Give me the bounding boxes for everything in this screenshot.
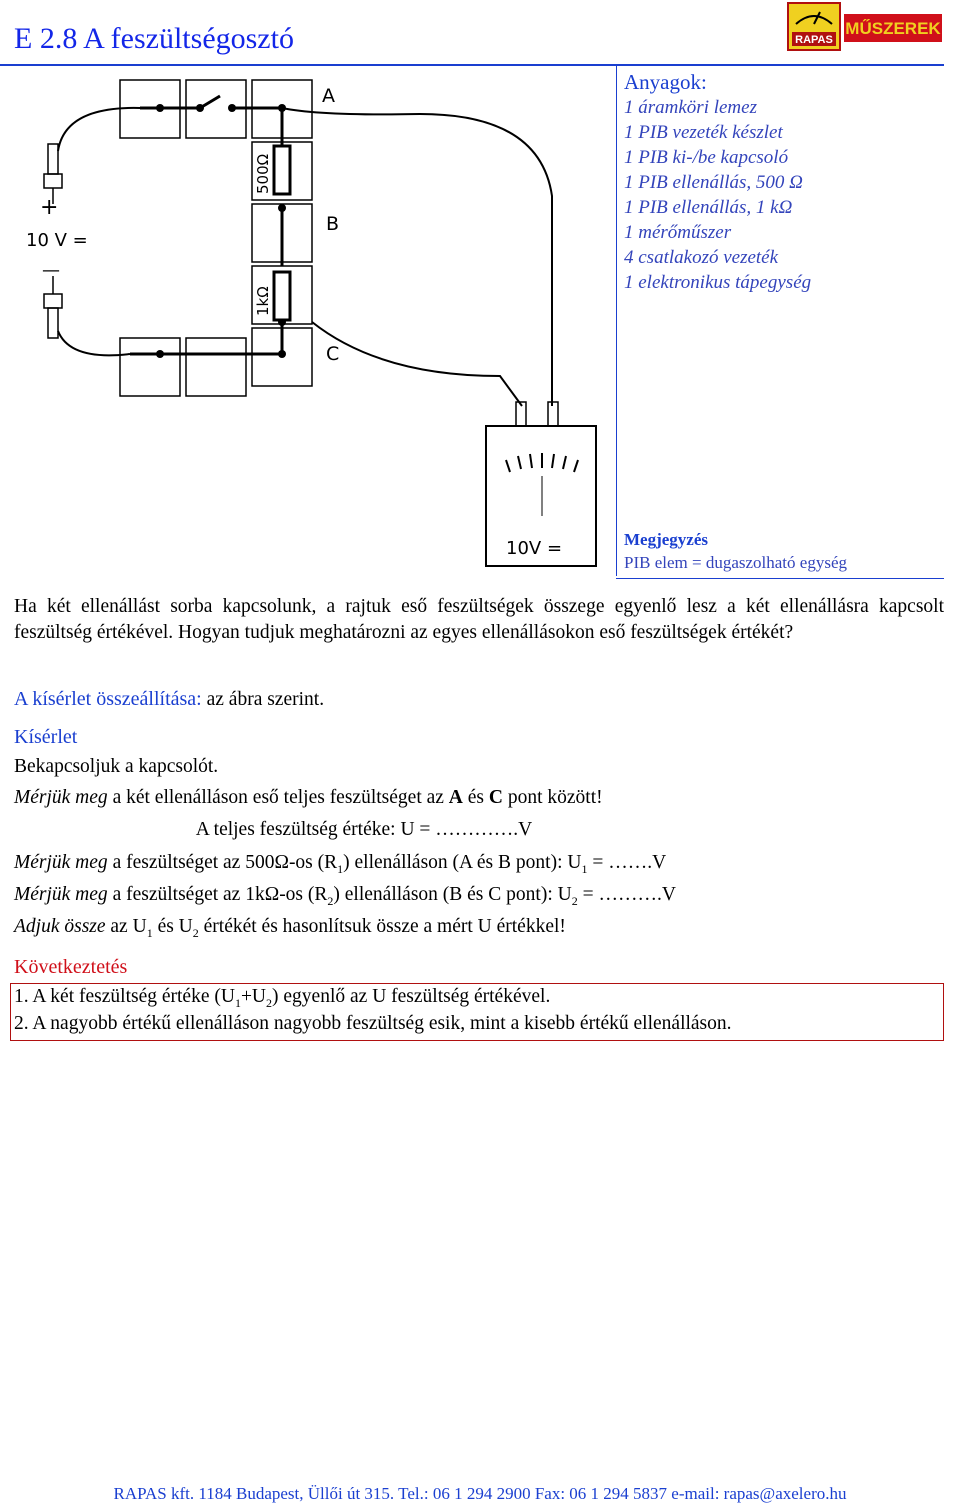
setup-label: A kísérlet összeállítása: (14, 688, 202, 710)
note-box (624, 528, 847, 574)
materials-divider (616, 66, 617, 576)
material-item: 1 PIB ellenállás, 500 Ω (624, 172, 803, 193)
conclusion-2: 2. A nagyobb értékű ellenálláson nagyobb feszültség esik, mint a kisebb értékű ellenálláson. (14, 1013, 732, 1034)
note-heading: Megjegyzés (624, 530, 709, 549)
minus-sign: — (42, 260, 60, 281)
intro-paragraph: Ha két ellenállást sorba kapcsolunk, a rajtuk eső feszültségek összege egyenlő lesz a két ellenállásra kapcsolt feszültség értékével. Hogyan tudjuk meghatározni az egyes ellenállásokon eső feszültségek értékét? (14, 596, 944, 643)
resistor-500 (274, 146, 290, 194)
logo-bottom-text: MŰSZEREK (845, 19, 941, 38)
experiment-heading: Kísérlet (14, 726, 78, 748)
source-label: 10 V = (26, 230, 88, 251)
power-plug-negative (44, 276, 62, 338)
page-title: E 2.8 A feszültségosztó (14, 22, 294, 55)
meter-label: 10V = (506, 538, 563, 559)
r1-label: 500Ω (254, 153, 272, 194)
material-item: 1 mérőműszer (624, 222, 732, 243)
conclusion-heading: Következtetés (14, 956, 128, 978)
footer: RAPAS kft. 1184 Budapest, Üllői út 315. Tel.: 06 1 294 2900 Fax: 06 1 294 5837 e-mail: rapas@axelero.hu (113, 1484, 847, 1503)
circuit-diagram (20, 76, 620, 576)
total-voltage-line: A teljes feszültség értéke: U = ………….V (195, 819, 533, 840)
conclusion-1: 1. A két feszültség értéke $(U_1+U_2)$ egyenlő az U feszültség értékével. (14, 986, 551, 1010)
note-rule (616, 578, 944, 579)
material-item: 1 áramköri lemez (624, 97, 757, 118)
plus-sign: + (40, 195, 59, 220)
point-c: C (326, 343, 340, 365)
experiment-line-2: Mérjük meg a két ellenálláson eső teljes feszültséget az A és C pont között! (14, 787, 603, 808)
material-item: 1 PIB ki-/be kapcsoló (624, 147, 789, 168)
sum-line: Adjuk össze az $U_1$ és $U_2$ értékét és hasonlítsuk össze a mért U értékkel! (14, 916, 566, 940)
material-item: 1 PIB ellenállás, 1 kΩ (624, 197, 793, 218)
title-rule (0, 64, 944, 66)
voltmeter (486, 426, 596, 566)
materials-list (624, 70, 944, 295)
r2-label: 1kΩ (254, 286, 272, 316)
u1-line: Mérjük meg a feszültséget az 500Ω-os $(R_1)$ ellenálláson (A és B pont): $U_1$ = …….V (14, 852, 667, 876)
experiment-line-1: Bekapcsoljuk a kapcsolót. (14, 756, 219, 777)
rapas-logo (786, 2, 944, 52)
material-item: 4 csatlakozó vezeték (624, 247, 779, 268)
resistor-1k (274, 272, 290, 320)
note-text: PIB elem = dugaszolható egység (624, 553, 847, 572)
logo-top-text: RAPAS (795, 34, 833, 46)
setup-line (14, 686, 944, 713)
point-a: A (322, 85, 335, 107)
setup-text: az ábra szerint. (206, 689, 325, 710)
materials-heading: Anyagok: (624, 70, 707, 94)
material-item: 1 elektronikus tápegység (624, 272, 812, 293)
material-item: 1 PIB vezeték készlet (624, 122, 783, 143)
point-b: B (326, 213, 340, 235)
u2-line: Mérjük meg a feszültséget az 1kΩ-os $(R_2)$ ellenálláson (B és C pont): $U_2$ = ……….V (14, 884, 676, 908)
